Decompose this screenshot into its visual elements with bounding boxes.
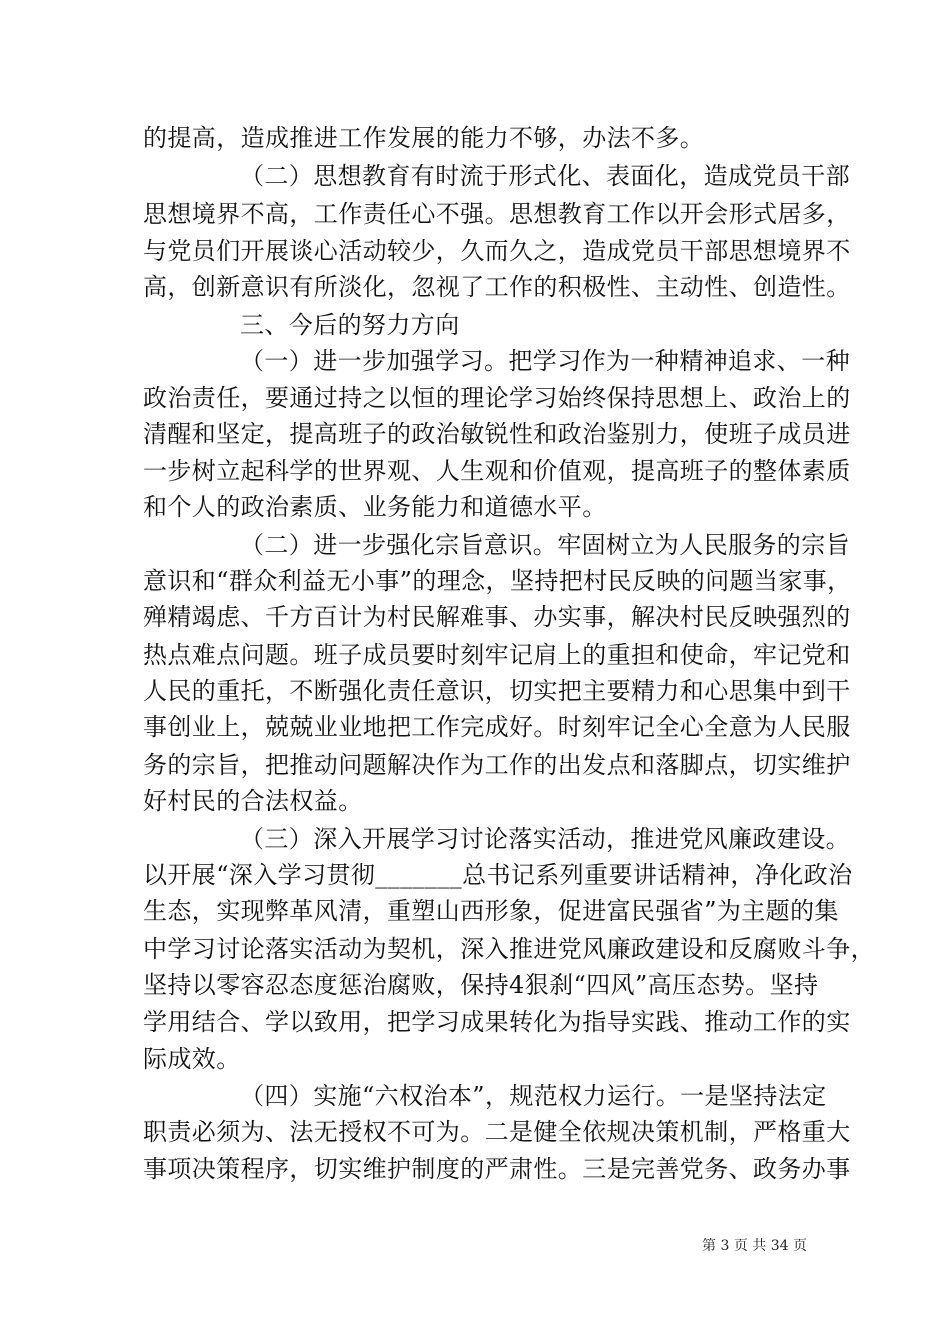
text-line: 热点难点问题。班子成员要时刻牢记肩上的重担和使命，牢记党和 xyxy=(143,641,851,669)
text-line: 中学习讨论落实活动为契机，深入推进党风廉政建设和反腐败斗争， xyxy=(143,935,875,963)
text-line: 的提高，造成推进工作发展的能力不够，办法不多。 xyxy=(143,124,705,152)
text-line: 学用结合、学以致用，把学习成果转化为指导实践、推动工作的实 xyxy=(143,1008,851,1036)
page-number: 第 3 页 共 34 页 xyxy=(702,1238,807,1254)
text-line: 坚持以零容忍态度惩治腐败，保持4狠刹“四风”高压态势。坚持 xyxy=(143,971,819,999)
text-line: 务的宗旨，把推动问题解决作为工作的出发点和落脚点，切实维护 xyxy=(143,751,851,779)
text-line: 殚精竭虑、千方百计为村民解难事、办实事，解决村民反映强烈的 xyxy=(143,603,851,631)
paragraph-first-line: （四）实施“六权治本”，规范权力运行。一是坚持法定 xyxy=(240,1082,827,1110)
text-line: 与党员们开展谈心活动较少，久而久之，造成党员干部思想境界不 xyxy=(143,237,851,265)
text-line: 职责必须为、法无授权不可为。二是健全依规决策机制，严格重大 xyxy=(143,1118,851,1146)
text-line: 和个人的政治素质、业务能力和道德水平。 xyxy=(143,493,607,521)
paragraph-first-line: （二）进一步强化宗旨意识。牢固树立为人民服务的宗旨 xyxy=(240,531,850,559)
text-line: 高，创新意识有所淡化，忽视了工作的积极性、主动性、创造性。 xyxy=(143,273,851,301)
paragraph-first-line: （三）深入开展学习讨论落实活动，推进党风廉政建设。 xyxy=(240,825,850,853)
paragraph-first-line: （一）进一步加强学习。把学习作为一种精神追求、一种 xyxy=(240,347,850,375)
text-line: 际成效。 xyxy=(143,1045,241,1073)
text-line: 生态，实现弊革风清，重塑山西形象，促进富民强省”为主题的集 xyxy=(143,897,839,925)
section-heading: 三、今后的努力方向 xyxy=(240,311,460,339)
text-line: 政治责任，要通过持之以恒的理论学习始终保持思想上、政治上的 xyxy=(143,384,851,412)
text-line: 人民的重托，不断强化责任意识，切实把主要精力和心思集中到干 xyxy=(143,677,851,705)
text-line: 好村民的合法权益。 xyxy=(143,787,363,815)
text-line: 以开展“深入学习贯彻_______总书记系列重要讲话精神，净化政治 xyxy=(143,861,853,889)
paragraph-first-line: （二）思想教育有时流于形式化、表面化，造成党员干部 xyxy=(240,162,850,190)
text-line: 一步树立起科学的世界观、人生观和价值观，提高班子的整体素质 xyxy=(143,457,851,485)
text-line: 思想境界不高，工作责任心不强。思想教育工作以开会形式居多， xyxy=(143,200,851,228)
text-line: 意识和“群众利益无小事”的理念，坚持把村民反映的问题当家事， xyxy=(143,567,852,595)
text-line: 事项决策程序，切实维护制度的严肃性。三是完善党务、政务办事 xyxy=(143,1155,851,1183)
text-line: 事创业上，兢兢业业地把工作完成好。时刻牢记全心全意为人民服 xyxy=(143,713,851,741)
text-line: 清醒和坚定，提高班子的政治敏锐性和政治鉴别力，使班子成员进 xyxy=(143,420,851,448)
